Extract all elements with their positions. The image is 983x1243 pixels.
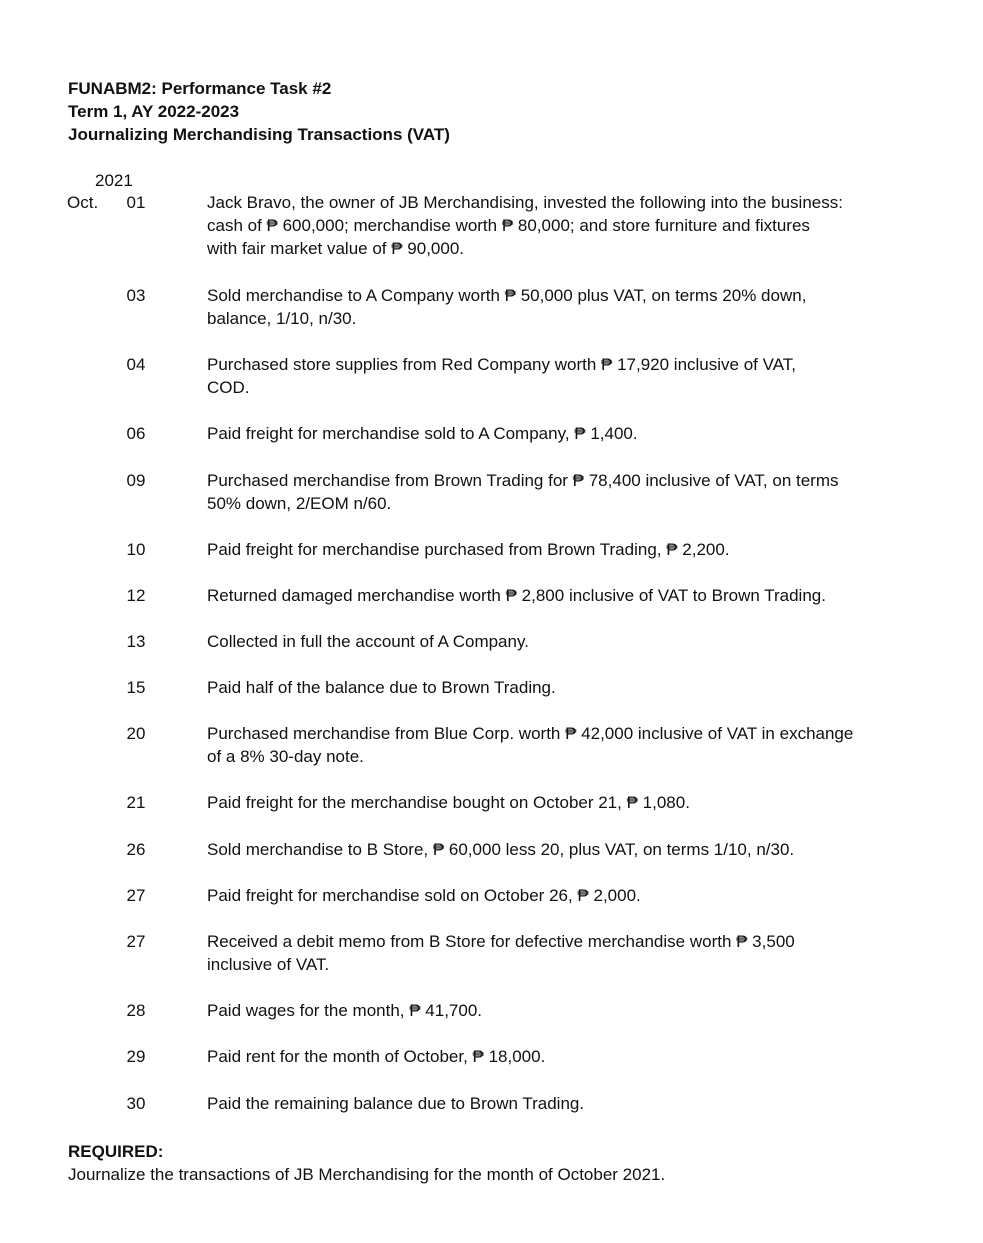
transaction-description bbox=[207, 791, 917, 814]
transaction-day: 01 bbox=[126, 193, 146, 212]
topic-title: Journalizing Merchandising Transactions (VAT) bbox=[68, 125, 450, 144]
term-label: Term 1, AY 2022-2023 bbox=[68, 102, 240, 121]
document-header bbox=[68, 77, 450, 146]
transaction-description bbox=[207, 1092, 917, 1115]
description-line: Returned damaged merchandise worth ₱ 2,800 inclusive of VAT to Brown Trading. bbox=[207, 586, 826, 605]
transaction-description bbox=[207, 469, 917, 515]
transaction-day: 10 bbox=[126, 540, 146, 559]
transaction-day: 26 bbox=[126, 840, 146, 859]
transaction-day: 27 bbox=[126, 886, 146, 905]
transaction-description bbox=[207, 353, 917, 399]
required-text: Journalize the transactions of JB Merchandising for the month of October 2021. bbox=[68, 1165, 666, 1184]
description-line: Paid half of the balance due to Brown Trading. bbox=[207, 678, 556, 697]
transaction-description bbox=[207, 722, 917, 768]
transaction-day: 30 bbox=[126, 1094, 146, 1113]
description-line: Collected in full the account of A Company. bbox=[207, 632, 529, 651]
month-label: Oct. bbox=[67, 193, 99, 212]
description-line: Sold merchandise to B Store, ₱ 60,000 less 20, plus VAT, on terms 1/10, n/30. bbox=[207, 840, 795, 859]
description-line: 50% down, 2/EOM n/60. bbox=[207, 494, 392, 513]
transaction-description bbox=[207, 999, 917, 1022]
transaction-description bbox=[207, 676, 917, 699]
transaction-day: 27 bbox=[126, 932, 146, 951]
course-title: FUNABM2: Performance Task #2 bbox=[68, 79, 332, 98]
transaction-day: 03 bbox=[126, 286, 146, 305]
transaction-day: 04 bbox=[126, 355, 146, 374]
transaction-description bbox=[207, 1045, 917, 1068]
transaction-day: 20 bbox=[126, 724, 146, 743]
description-line: Purchased merchandise from Brown Trading for ₱ 78,400 inclusive of VAT, on terms bbox=[207, 471, 839, 490]
transaction-description bbox=[207, 630, 917, 653]
description-line: Paid wages for the month, ₱ 41,700. bbox=[207, 1001, 483, 1020]
description-line: Jack Bravo, the owner of JB Merchandising, invested the following into the business: bbox=[207, 193, 843, 212]
transaction-description bbox=[207, 838, 917, 861]
description-line: with fair market value of ₱ 90,000. bbox=[207, 239, 465, 258]
description-line: balance, 1/10, n/30. bbox=[207, 309, 357, 328]
description-line: COD. bbox=[207, 378, 250, 397]
description-line: cash of ₱ 600,000; merchandise worth ₱ 80,000; and store furniture and fixtures bbox=[207, 216, 810, 235]
required-section bbox=[68, 1140, 665, 1186]
transaction-day: 15 bbox=[126, 678, 146, 697]
transaction-description bbox=[207, 284, 917, 330]
description-line: Paid freight for merchandise purchased from Brown Trading, ₱ 2,200. bbox=[207, 540, 730, 559]
transaction-day: 12 bbox=[126, 586, 146, 605]
transaction-description bbox=[207, 584, 917, 607]
transaction-description bbox=[207, 930, 917, 976]
description-line: of a 8% 30-day note. bbox=[207, 747, 364, 766]
description-line: Paid freight for the merchandise bought on October 21, ₱ 1,080. bbox=[207, 793, 690, 812]
transaction-description bbox=[207, 538, 917, 561]
description-line: Paid rent for the month of October, ₱ 18,000. bbox=[207, 1047, 546, 1066]
transaction-day: 29 bbox=[126, 1047, 146, 1066]
transaction-day: 21 bbox=[126, 793, 146, 812]
description-line: Purchased store supplies from Red Company worth ₱ 17,920 inclusive of VAT, bbox=[207, 355, 796, 374]
transaction-day: 28 bbox=[126, 1001, 146, 1020]
transaction-description bbox=[207, 884, 917, 907]
transaction-description bbox=[207, 191, 917, 260]
required-label: REQUIRED: bbox=[68, 1142, 164, 1161]
description-line: Paid freight for merchandise sold on October 26, ₱ 2,000. bbox=[207, 886, 641, 905]
transaction-day: 06 bbox=[126, 424, 146, 443]
description-line: Paid the remaining balance due to Brown Trading. bbox=[207, 1094, 585, 1113]
transaction-day: 09 bbox=[126, 471, 146, 490]
year-label: 2021 bbox=[95, 171, 133, 190]
description-line: Purchased merchandise from Blue Corp. worth ₱ 42,000 inclusive of VAT in exchange bbox=[207, 724, 854, 743]
transaction-day: 13 bbox=[126, 632, 146, 651]
description-line: Paid freight for merchandise sold to A Company, ₱ 1,400. bbox=[207, 424, 638, 443]
description-line: Received a debit memo from B Store for defective merchandise worth ₱ 3,500 bbox=[207, 932, 795, 951]
description-line: inclusive of VAT. bbox=[207, 955, 330, 974]
transaction-description bbox=[207, 422, 917, 445]
description-line: Sold merchandise to A Company worth ₱ 50,000 plus VAT, on terms 20% down, bbox=[207, 286, 807, 305]
